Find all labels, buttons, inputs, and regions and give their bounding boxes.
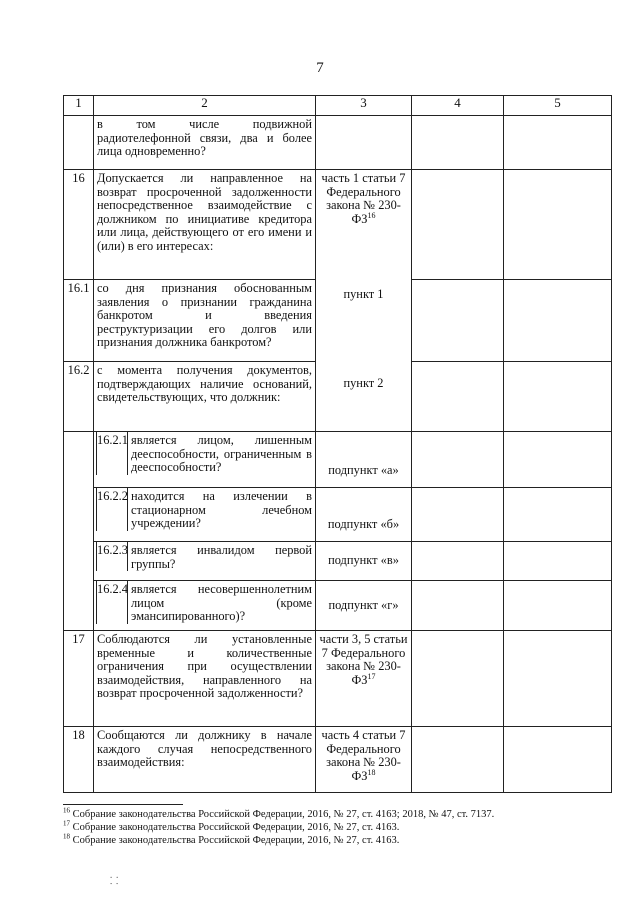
footnote-text: Собрание законодательства Российской Федерации, 2016, № 27, ст. 4163. bbox=[72, 822, 400, 833]
reference-text: части 3, 5 статьи 7 Федерального закона № 230-ФЗ bbox=[319, 632, 408, 687]
answer-cell-5 bbox=[504, 362, 612, 432]
row-number bbox=[64, 581, 94, 631]
answer-cell-4 bbox=[412, 488, 504, 542]
question-text: Сообщаются ли должнику в начале каждого случая непосредственного взаимодействия: bbox=[94, 727, 316, 793]
row-number: 16.2 bbox=[64, 362, 94, 432]
sub-row-number: 16.2.3 bbox=[96, 542, 128, 571]
answer-cell-5 bbox=[504, 727, 612, 793]
table-row-16 bbox=[64, 170, 612, 280]
header-row bbox=[64, 96, 612, 116]
answer-cell-4 bbox=[412, 432, 504, 488]
question-cell bbox=[94, 488, 316, 542]
answer-cell-4 bbox=[412, 581, 504, 631]
row-number: 18 bbox=[64, 727, 94, 793]
answer-cell-4 bbox=[412, 116, 504, 170]
footnote bbox=[63, 808, 623, 821]
reference-cell bbox=[316, 631, 412, 727]
footnotes bbox=[63, 808, 623, 847]
row-number bbox=[64, 432, 94, 488]
table-row-16-2-3 bbox=[64, 542, 612, 581]
reference-text: пункт 1 bbox=[343, 287, 384, 301]
answer-cell-5 bbox=[504, 170, 612, 280]
answer-cell-5 bbox=[504, 581, 612, 631]
row-number bbox=[64, 116, 94, 170]
table-row-continuation bbox=[64, 116, 612, 170]
page-number: 7 bbox=[316, 60, 324, 76]
question-text: является лицом, лишенным дееспособности, ограниченным в дееспособности? bbox=[131, 433, 312, 474]
row-number: 16.1 bbox=[64, 280, 94, 362]
row-number bbox=[64, 488, 94, 542]
header-col-3: 3 bbox=[316, 96, 412, 116]
footnote-text: Собрание законодательства Российской Федерации, 2016, № 27, ст. 4163; 2018, № 47, ст. 7137. bbox=[72, 809, 495, 820]
reference-cell bbox=[316, 116, 412, 170]
footnote-number: 18 bbox=[63, 832, 70, 841]
answer-cell-4 bbox=[412, 631, 504, 727]
checklist-table bbox=[63, 95, 612, 793]
answer-cell-5 bbox=[504, 631, 612, 727]
footnote-ref: 17 bbox=[367, 671, 376, 681]
answer-cell-5 bbox=[504, 432, 612, 488]
answer-cell-4 bbox=[412, 362, 504, 432]
header-col-2: 2 bbox=[94, 96, 316, 116]
header-col-1: 1 bbox=[64, 96, 94, 116]
footnote bbox=[63, 834, 623, 847]
header-col-4: 4 bbox=[412, 96, 504, 116]
reference-cell bbox=[316, 727, 412, 793]
answer-cell-5 bbox=[504, 116, 612, 170]
answer-cell-4 bbox=[412, 727, 504, 793]
answer-cell-5 bbox=[504, 542, 612, 581]
reference-cell: подпункт «а» bbox=[316, 432, 412, 488]
row-number: 17 bbox=[64, 631, 94, 727]
reference-cell: подпункт «в» bbox=[316, 542, 412, 581]
footnote-number: 16 bbox=[63, 806, 70, 815]
header-col-5: 5 bbox=[504, 96, 612, 116]
footnote-number: 17 bbox=[63, 819, 70, 828]
footnote-ref: 16 bbox=[367, 210, 376, 220]
reference-cell: подпункт «б» bbox=[316, 488, 412, 542]
row-number: 16 bbox=[64, 170, 94, 280]
reference-text: пункт 2 bbox=[343, 375, 384, 390]
question-text: находится на излечении в стационарном лечебном учреждении? bbox=[131, 489, 312, 530]
answer-cell-4 bbox=[412, 170, 504, 280]
question-text: является инвалидом первой группы? bbox=[131, 543, 312, 571]
sub-row-number: 16.2.1 bbox=[96, 432, 128, 475]
table-row-16-2-1 bbox=[64, 432, 612, 488]
footnote-ref: 18 bbox=[367, 767, 376, 777]
answer-cell-4 bbox=[412, 542, 504, 581]
table-row-18 bbox=[64, 727, 612, 793]
reference-text: часть 1 статьи 7 Федерального закона № 230-ФЗ bbox=[321, 171, 406, 226]
table-row-16-2-2 bbox=[64, 488, 612, 542]
table-row-16-2-4 bbox=[64, 581, 612, 631]
row-number bbox=[64, 542, 94, 581]
question-cell bbox=[94, 581, 316, 631]
question-text: с момента получения документов, подтверждающих наличие оснований, свидетельствующих, что должник: bbox=[94, 362, 316, 432]
scan-mark: ⸬ bbox=[110, 876, 119, 887]
question-text: в том числе подвижной радиотелефонной связи, два и более лица одновременно? bbox=[94, 116, 316, 170]
reference-text: часть 4 статьи 7 Федерального закона № 230-ФЗ bbox=[321, 728, 406, 783]
question-text: Соблюдаются ли установленные временные и количественные ограничения при осуществлении взаимодействия, направленного на возврат просроченной задолженности? bbox=[94, 631, 316, 727]
answer-cell-5 bbox=[504, 280, 612, 362]
footnote-text: Собрание законодательства Российской Федерации, 2016, № 27, ст. 4163. bbox=[72, 835, 400, 846]
answer-cell-4 bbox=[412, 280, 504, 362]
table-row-17 bbox=[64, 631, 612, 727]
sub-row-number: 16.2.2 bbox=[96, 488, 128, 531]
question-text: со дня признания обоснованным заявления о признании гражданина банкротом и введения реструктуризации его долгов или признания должника банкротом? bbox=[94, 280, 316, 362]
question-text: является несовершеннолетним лицом (кроме эмансипированного)? bbox=[131, 582, 312, 623]
footnote-separator bbox=[63, 804, 183, 805]
question-cell bbox=[94, 542, 316, 581]
answer-cell-5 bbox=[504, 488, 612, 542]
reference-cell bbox=[316, 170, 412, 432]
sub-row-number: 16.2.4 bbox=[96, 581, 128, 624]
footnote bbox=[63, 821, 623, 834]
question-cell bbox=[94, 432, 316, 488]
question-text: Допускается ли направленное на возврат просроченной задолженности непосредственное взаимодействие с должником по инициативе кредитора или лица, действующего от его имени и (или) в его интересах: bbox=[94, 170, 316, 280]
reference-cell: подпункт «г» bbox=[316, 581, 412, 631]
